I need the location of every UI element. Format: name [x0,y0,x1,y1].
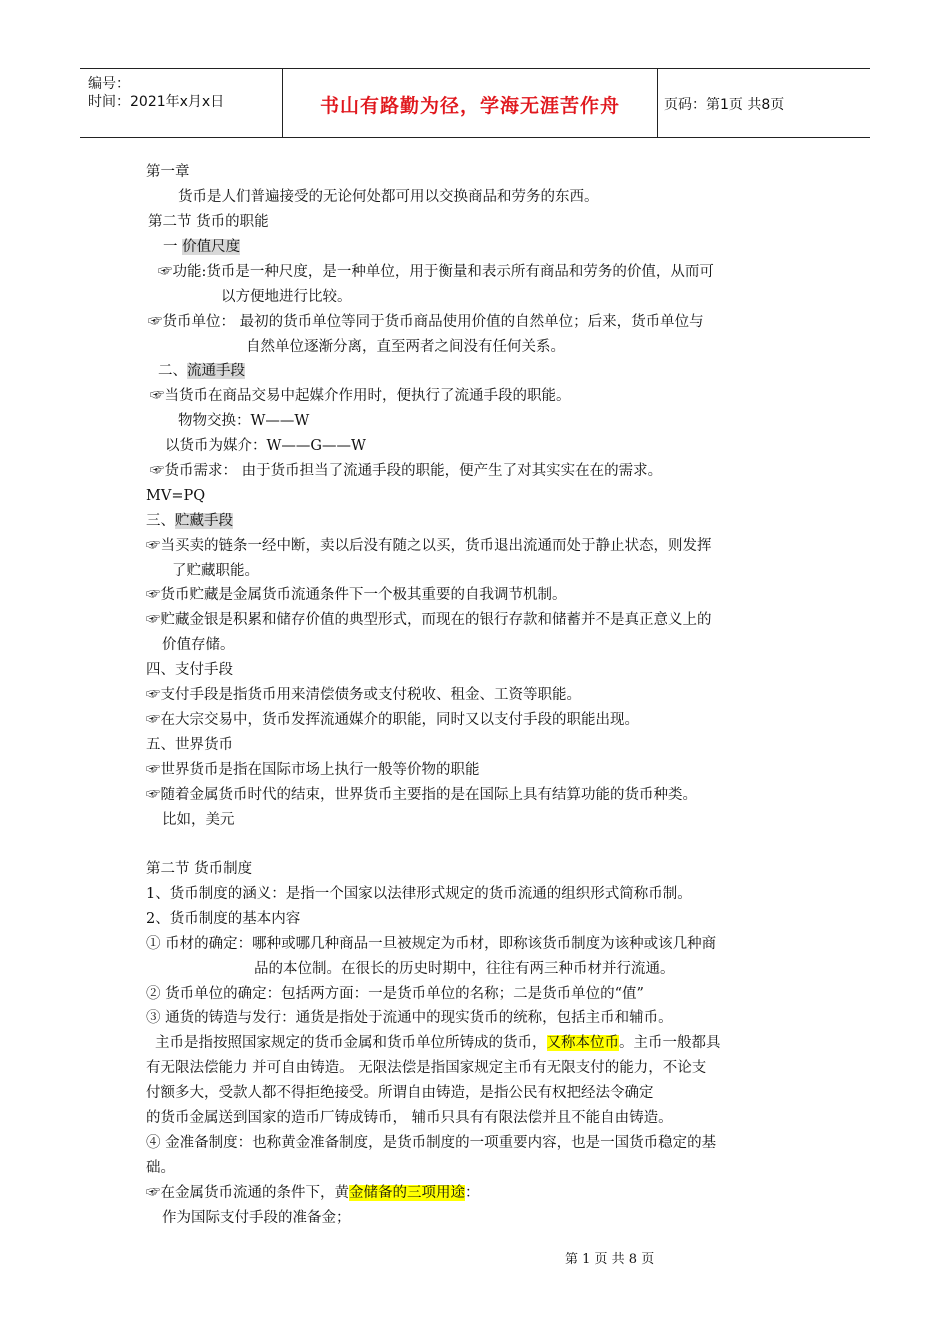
numbered-item: ① 币材的确定：哪种或哪几种商品一旦被规定为币材，即称该货币制度为该种或该几种商 [146,936,717,952]
subsection-heading [146,511,233,531]
paragraph-continuation: 以方便地进行比较。 [221,289,352,305]
paragraph-continuation: 的货币金属送到国家的造币厂铸成铸币， 辅币只具有有限法偿并且不能自由铸造。 [146,1110,673,1126]
page-footer: 第 1 页 共 8 页 [565,1252,655,1267]
bullet-line: ☞贮藏金银是积累和储存价值的典型形式，而现在的银行存款和储蓄并不是真正意义上的 [146,612,712,628]
header-page-info: 页码：第1页 共8页 [664,97,785,113]
highlighted-text: 又称本位币 [546,1035,619,1051]
paragraph: 货币是人们普遍接受的无论何处都可用以交换商品和劳务的东西。 [178,189,599,205]
formula-line: 物物交换：W——W [178,413,310,429]
paragraph-continuation: 价值存储。 [162,637,235,653]
document-header [80,68,870,138]
bullet-line: ☞世界货币是指在国际市场上执行一般等价物的职能 [146,762,480,778]
section-heading: 第二节 货币的职能 [148,214,269,230]
bullet-line: ☞当买卖的链条一经中断，卖以后没有随之以买，货币退出流通而处于静止状态，则发挥 [146,538,712,554]
subsection-heading: 四、支付手段 [146,662,233,678]
header-page-cell [656,69,870,137]
header-motto: 书山有路勤为径，学海无涯苦作舟 [319,95,620,117]
paragraph-continuation: 比如，美元 [162,812,235,828]
bullet-line: ☞货币贮藏是金属货币流通条件下一个极其重要的自我调节机制。 [146,587,567,603]
numbered-item: ④ 金准备制度：也称黄金准备制度，是货币制度的一项重要内容，也是一国货币稳定的基 [146,1135,717,1151]
text-run: ： [465,1185,480,1201]
text-run: 主币是指按照国家规定的货币金属和货币单位所铸成的货币， [155,1035,547,1051]
paragraph-continuation: 自然单位逐渐分离，直至两者之间没有任何关系。 [246,339,565,355]
highlighted-text: 金储备的三项用途 [349,1185,465,1201]
paragraph-continuation: 有无限法偿能力 并可自由铸造。 无限法偿是指国家规定主币有无限支付的能力，不论支 [146,1060,707,1076]
subsection-title: 贮藏手段 [175,513,233,529]
bullet-line: ☞在大宗交易中，货币发挥流通媒介的职能，同时又以支付手段的职能出现。 [146,712,639,728]
paragraph-continuation: 了贮藏职能。 [172,563,259,579]
document-date-label: 时间：2021年x月x日 [88,94,225,110]
bullet-line [146,1183,480,1203]
text-run: 。主币一般都具 [619,1035,721,1051]
paragraph [155,1033,721,1053]
subsection-heading: 五、世界货币 [146,737,233,753]
subsection-title: 流通手段 [187,363,245,379]
bullet-line: ☞随着金属货币时代的结束，世界货币主要指的是在国际上具有结算功能的货币种类。 [146,787,697,803]
section-heading: 第二节 货币制度 [146,861,253,877]
chapter-title: 第一章 [146,164,190,180]
bullet-line: ☞货币单位： 最初的货币单位等同于货币商品使用价值的自然单位；后来，货币单位与 [148,314,704,330]
text-run: ☞在金属货币流通的条件下，黄 [146,1185,349,1201]
document-number-label: 编号： [88,76,130,92]
paragraph: 2、货币制度的基本内容 [146,911,301,927]
subsection-heading [158,361,245,381]
bullet-line: ☞货币需求： 由于货币担当了流通手段的职能，便产生了对其实实在在的需求。 [150,463,663,479]
bullet-line: ☞功能:货币是一种尺度，是一种单位，用于衡量和表示所有商品和劳务的价值，从而可 [158,264,714,280]
paragraph-continuation: 品的本位制。在很长的历史时期中，往往有两三种币材并行流通。 [254,961,675,977]
paragraph: 1、货币制度的涵义：是指一个国家以法律形式规定的货币流通的组织形式简称币制。 [146,886,692,902]
formula-line: MV=PQ [146,488,206,504]
bullet-line: ☞当货币在商品交易中起媒介作用时，便执行了流通手段的职能。 [150,388,571,404]
header-meta-cell [80,69,282,137]
numbered-item: ② 货币单位的确定：包括两方面：一是货币单位的名称；二是货币单位的“值” [146,986,644,1002]
numbered-item: ③ 通货的铸造与发行：通货是指处于流通中的现实货币的统称，包括主币和辅币。 [146,1010,673,1026]
subsection-number: 三、 [146,513,175,529]
paragraph-continuation: 付额多大，受款人都不得拒绝接受。所谓自由铸造，是指公民有权把经法令确定 [146,1085,654,1101]
bullet-line: ☞支付手段是指货币用来清偿债务或支付税收、租金、工资等职能。 [146,687,581,703]
subsection-number: 一 [163,239,183,255]
paragraph-continuation: 作为国际支付手段的准备金； [162,1210,351,1226]
formula-line: 以货币为媒介：W——G——W [165,438,366,454]
subsection-title: 价值尺度 [182,239,241,255]
paragraph-continuation: 础。 [146,1160,175,1176]
subsection-heading [163,237,240,257]
subsection-number: 二、 [158,363,187,379]
header-motto-cell [282,69,658,137]
